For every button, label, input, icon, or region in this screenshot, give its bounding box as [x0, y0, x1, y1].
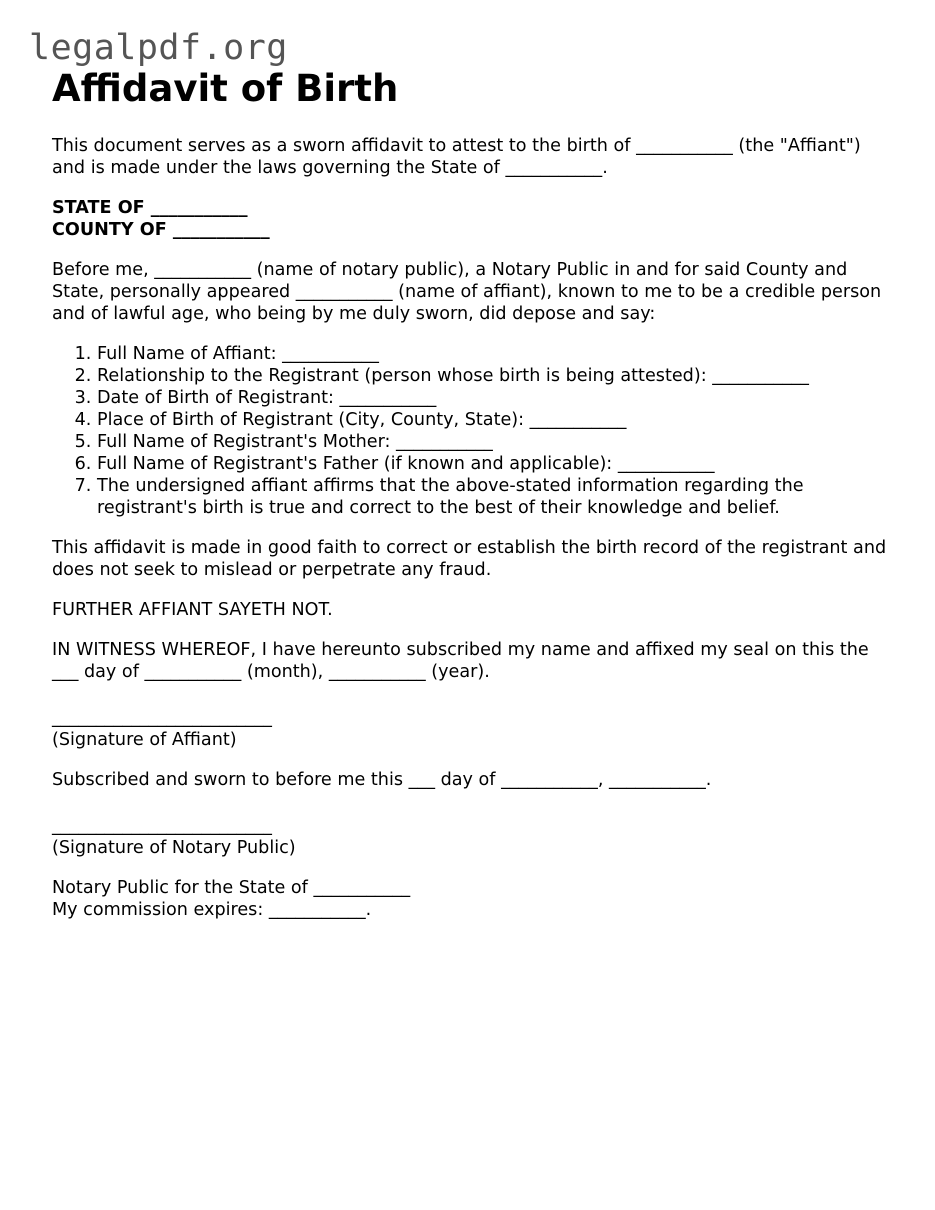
- watermark-text: legalpdf.org: [29, 28, 288, 68]
- county-line: COUNTY OF ___________: [52, 220, 270, 240]
- affiant-signature-label: (Signature of Affiant): [52, 730, 237, 750]
- list-item: 2. Relationship to the Registrant (person whose birth is being attested): ___________: [97, 365, 892, 387]
- document-body: [52, 68, 892, 921]
- list-item: 6. Full Name of Registrant's Father (if known and applicable): ___________: [97, 453, 892, 475]
- list-item: 7. The undersigned affiant affirms that the above-stated information regarding the registrant's birth is true and correct to the best of their knowledge and belief.: [97, 475, 892, 519]
- witness-paragraph: IN WITNESS WHEREOF, I have hereunto subscribed my name and affixed my seal on this the ___ day of ___________ (month), ___________ (year).: [52, 640, 869, 682]
- list-item: 4. Place of Birth of Registrant (City, County, State): ___________: [97, 409, 892, 431]
- appearance-paragraph: Before me, ___________ (name of notary public), a Notary Public in and for said County and State, personally appeared ___________ (name of affiant), known to me to be a credible person and of lawful age, who being by me duly sworn, did depose and say:: [52, 260, 882, 324]
- document-title: Affidavit of Birth: [52, 67, 399, 110]
- commission-expires-line: My commission expires: ___________.: [52, 900, 372, 920]
- list-item: 1. Full Name of Affiant: ___________: [97, 343, 892, 365]
- statement-list: [52, 343, 892, 519]
- list-item: 5. Full Name of Registrant's Mother: ___________: [97, 431, 892, 453]
- notary-signature-label: (Signature of Notary Public): [52, 838, 296, 858]
- affiant-signature-line: _________________________: [52, 708, 272, 728]
- subscribed-line: Subscribed and sworn to before me this ___ day of ___________, ___________.: [52, 770, 712, 790]
- notary-signature-line: _________________________: [52, 816, 272, 836]
- list-item: 3. Date of Birth of Registrant: ___________: [97, 387, 892, 409]
- intro-paragraph: This document serves as a sworn affidavit to attest to the birth of ___________ (the "Affiant") and is made under the laws governing the State of ___________.: [52, 136, 861, 178]
- further-affiant-line: FURTHER AFFIANT SAYETH NOT.: [52, 600, 333, 620]
- good-faith-paragraph: This affidavit is made in good faith to correct or establish the birth record of the registrant and does not seek to mislead or perpetrate any fraud.: [52, 538, 887, 580]
- notary-state-line: Notary Public for the State of ___________: [52, 878, 411, 898]
- state-line: STATE OF ___________: [52, 198, 248, 218]
